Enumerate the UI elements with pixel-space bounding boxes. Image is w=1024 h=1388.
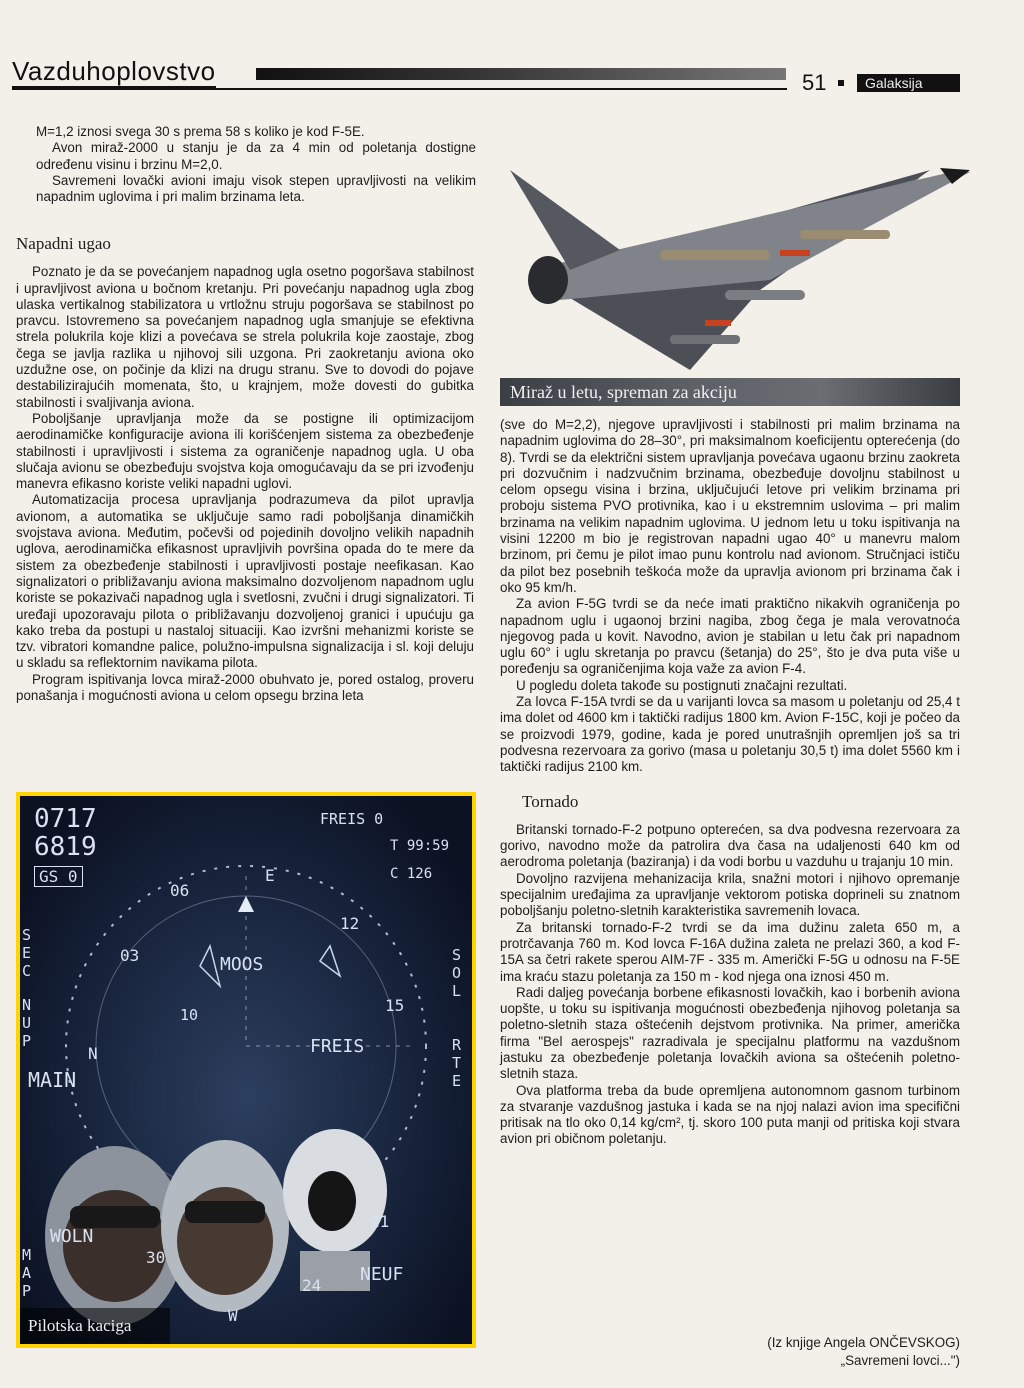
- left-column-intro: [36, 124, 476, 205]
- hud-sec-label: SEC: [22, 926, 32, 980]
- hud-c-value: C 126: [390, 866, 433, 882]
- hud-compass-n: N: [88, 1044, 98, 1063]
- helmet-image-caption: Pilotska kaciga: [20, 1308, 170, 1344]
- magazine-badge: Galaksija: [857, 74, 960, 92]
- hud-display: [20, 796, 472, 1344]
- right-column: [500, 417, 960, 1148]
- hud-tick-15: 15: [385, 996, 405, 1015]
- hud-freis-top: FREIS 0: [320, 810, 384, 828]
- citation-line-2: „Savremeni lovci..."): [840, 1353, 960, 1368]
- section-title: Vazduhoplovstvo: [12, 56, 216, 86]
- hud-tick-21: 21: [370, 1212, 390, 1231]
- intro-paragraph-3: Savremeni lovački avioni imaju visok stepen upravljivosti na velikim napadnim uglovima i pri malim brzinama leta.: [36, 172, 476, 205]
- hud-tick-24: 24: [302, 1276, 322, 1295]
- hud-readout-2: 6819: [34, 832, 97, 862]
- hud-tick-03: 03: [120, 946, 140, 965]
- section-heading-napadni-ugao: Napadni ugao: [16, 234, 111, 253]
- citation-line-1: (Iz knjige Angela ONČEVSKOG): [767, 1335, 960, 1350]
- hud-moos-label: MOOS: [220, 954, 264, 975]
- hud-tick-30: 30: [146, 1248, 166, 1267]
- section-heading-tornado: Tornado: [522, 791, 579, 811]
- right-paragraph-4: Za lovca F-15A tvrdi se da u varijanti lovca sa masom u poletanju od 25,4 t ima dolet od 4600 km i taktički radijus 1800 km. Avion F-15C, koji je počeo da se proizvodi 1979, godine, kada je pored unutrašnjih opremljen još sa tri podvesna rezervoara za gorivo (masa u poletanju 30,5 t) ima dolet 5560 km i taktički radijus 2100 km.: [500, 694, 960, 775]
- tornado-paragraph-4: Radi daljeg povećanja borbene efikasnosti lovačkih, kao i borbenih aviona uopšte, u toku su ispitivanja mogućnosti obezbeđenja njihovog poletanja sa poletno-sletnih staza oštećenih dejstvom protivnika. Na primer, američka firma "Bel aerospejs" razradivala je specijalnu platformu na vazdušnom jastuku za obezbeđenje poletanja lovačkih aviona sa oštećenih poletno-sletnih staza.: [500, 984, 960, 1082]
- hud-compass-e: E: [265, 866, 275, 885]
- napadni-paragraph-4: Program ispitivanja lovca miraž-2000 obuhvato je, pored ostalog, proveru ponašanja i mogućnosti aviona u celom opsegu brzina leta: [16, 671, 474, 704]
- napadni-paragraph-1: Poznato je da se povećanjem napadnog ugla osetno pogoršava stabilnost i upravljivost aviona u bočnom kretanju. Pri povećanju napadnog ugla zbog ulaska vertikalnog stabilizatora u vrtložnu struju pogoršava se stabilnost po pravcu. Istovremeno sa povećanjem napadnog ugla smanjuje se efektivna strela polukrila koje klizi a povećava se strela polukrila koje zaostaje, zbog čega se javlja razlika u njihovoj sili uzgona. Pri zaokretanju aviona oko uzdužne ose, on počinje da klizi na drugu stranu. Sve to dovodi do pojave destabilizirajućih momenata, što, u krajnjem, može dovesti do gubitka stabilnosti i svaljivanja aviona.: [16, 264, 474, 410]
- hud-main-label: MAIN: [28, 1068, 77, 1092]
- tornado-paragraph-1: Britanski tornado-F-2 potpuno opterećen, sa dva podvesna rezervoara za gorivo, navodno može da patrolira dva časa na udaljenosti 640 km od aerodroma poletanja (baziranja) i da vodi borbu u vazduhu u trajanju 10 min.: [500, 821, 960, 870]
- hud-sol-label: SOL: [452, 946, 462, 1000]
- jet-photo-caption: Miraž u letu, spreman za akciju: [500, 378, 960, 406]
- right-paragraph-2: Za avion F-5G tvrdi se da neće imati praktično nikakvih ograničenja po napadnom uglu i ugaonoj brzini nagiba, zbog čega je mala verovatnoća njegovog pada u kovit. Navodno, avion je stabilan u letu čak pri napadnom uglu 60° i uglu skretanja po pravcu (šetanja) do 25°, što je dva puta više u poređenju sa ograničenjima koja važe za avion F-4.: [500, 596, 960, 677]
- hud-tick-10: 10: [180, 1006, 199, 1024]
- tornado-paragraph-2: Dovoljno razvijena mehanizacija krila, snažni motori i njihovo opremanje specijalnim uređajima za upravljanje vektorom potiska doprineli su znatnom poboljšanju poletno-sletnih karakteristika savremenih lovaca.: [500, 870, 960, 919]
- right-paragraph-3: U pogledu doleta takođe su postignuti značajni rezultati.: [516, 677, 848, 693]
- hud-time: T 99:59: [390, 838, 450, 854]
- tornado-paragraph-5: Ova platforma treba da bude opremljena autonomnom gasnom turbinom za stvaranje vazdušnog jastuka i kada se na njoj nalazi avion ima specifični pritisak na tlo oko 0,14 kg/cm², tj. skoro 100 puta manji od pritiska koji stvara avion pri običnom poletanju.: [500, 1082, 960, 1147]
- hud-readout-1: 0717: [34, 804, 97, 834]
- hud-nup-label: NUP: [22, 996, 32, 1050]
- napadni-paragraph-3: Automatizacija procesa upravljanja podrazumeva da pilot upravlja avionom, a automatika se uključuje samo radi poboljšanja dinamičkih svojstava aviona. Međutim, počevši od pojedinih dovoljno velikih napadnih uglova, aerodinamička efikasnost upravljivih površina opada do te mere da sistem za obezbeđenje stabilnosti i upravljivosti postaje neefikasan. Kao signalizatori o približavanju aviona maksimalno dozvoljenom napadnom uglu koriste se pokazivači napadnog ugla i svetlosni, zvučni i drugi signalizatori. Ti uređaji upozoravaju pilota o približavanju dozvoljenoj granici i upućuju ga kako treba da postupi u nastaloj situaciji. Kao izvršni mehanizmi koriste se tzv. vibratori komandne palice, polužno-impulsna signalizacija i sl. koji deluju u skladu sa reflektornim navikama pilota.: [16, 492, 474, 671]
- hud-map-label: MAP: [22, 1246, 32, 1300]
- header-underline: [12, 88, 787, 90]
- tornado-paragraph-3: Za britanski tornado-F-2 tvrdi se da ima dužinu zaleta 650 m, a protrčavanja 760 m. Kod lovca F-16A dužina zaleta ne prelazi 360, a kod F-15A sa četri rakete sperou AIM-7F - 335 m. Američki F-5G u odnosu na F-5E ima kraću stazu poletanja za 150 m - kod njega ona iznosi 450 m.: [500, 919, 960, 984]
- hud-tick-06: 06: [170, 881, 190, 900]
- hud-rte-label: RTE: [452, 1036, 462, 1090]
- hud-gs-label: GS 0: [34, 866, 83, 887]
- napadni-paragraph-2: Poboljšanje upravljanja može da se postigne ili optimizacijom aerodinamičke konfiguracije aviona ili korišćenjem sistema za obezbeđenje stabilnosti i upravljivosti i sistema za ograničenje napadnog ugla. U oba slučaja avionu se obezbeđuju svojstva koja omogućavaju da se pri izvođenju manevra efikasno koriste veliki napadni uglovi.: [16, 410, 474, 492]
- intro-paragraph-2: Avon miraž-2000 u stanju je da za 4 min od poletanja dostigne određenu visinu i brzinu M=2,0.: [36, 140, 476, 172]
- pilot-helmet-image: [16, 792, 476, 1348]
- hud-tick-12: 12: [340, 914, 360, 933]
- intro-paragraph-1: M=1,2 iznosi svega 30 s prema 58 s koliko je kod F-5E.: [36, 124, 365, 139]
- page-number: 51: [802, 70, 827, 95]
- header-bullet: [838, 80, 844, 86]
- right-paragraph-1: (sve do M=2,2), njegove upravljivosti i stabilnosti pri malim brzinama na napadnim uglovima do 28–30°, pri maksimalnom koeficijentu opterećenja (do 8). Tvrdi se da električni sistem upravljanja povećava ugaonu brzinu zaokreta pri dozvučnim i nadzvučnim brzinama, obezbeđuje dovoljnu stabilnost u celom opsegu visina i brzina, uključujući letove pri velikim brzinama pri proboju sistema PVO protivnika, kao i u ekstremnim uslovima – pri malim brzinama na velikim napadnim uglovima. U jednom letu u toku ispitivanja na visini 12200 m bio je registrovan napadni ugao 40° u manevru malom brzinom, pri čemu je pilot imao punu kontrolu nad avionom. Stručnjaci ističu da pilot bez posebnih teškoća može da upravlja avionom pri brzinama čak i oko 95 km/h.: [500, 417, 960, 595]
- section-napadni-ugao: [16, 218, 474, 704]
- hud-woln-label: WOLN: [50, 1226, 94, 1247]
- mirage-jet-photo: [500, 130, 970, 392]
- hud-freis-label: FREIS: [310, 1036, 365, 1057]
- source-citation: [745, 1334, 960, 1370]
- header-decorative-bar: [256, 68, 786, 80]
- hud-compass-w: W: [228, 1306, 238, 1325]
- hud-neuf-label: NEUF: [360, 1264, 404, 1285]
